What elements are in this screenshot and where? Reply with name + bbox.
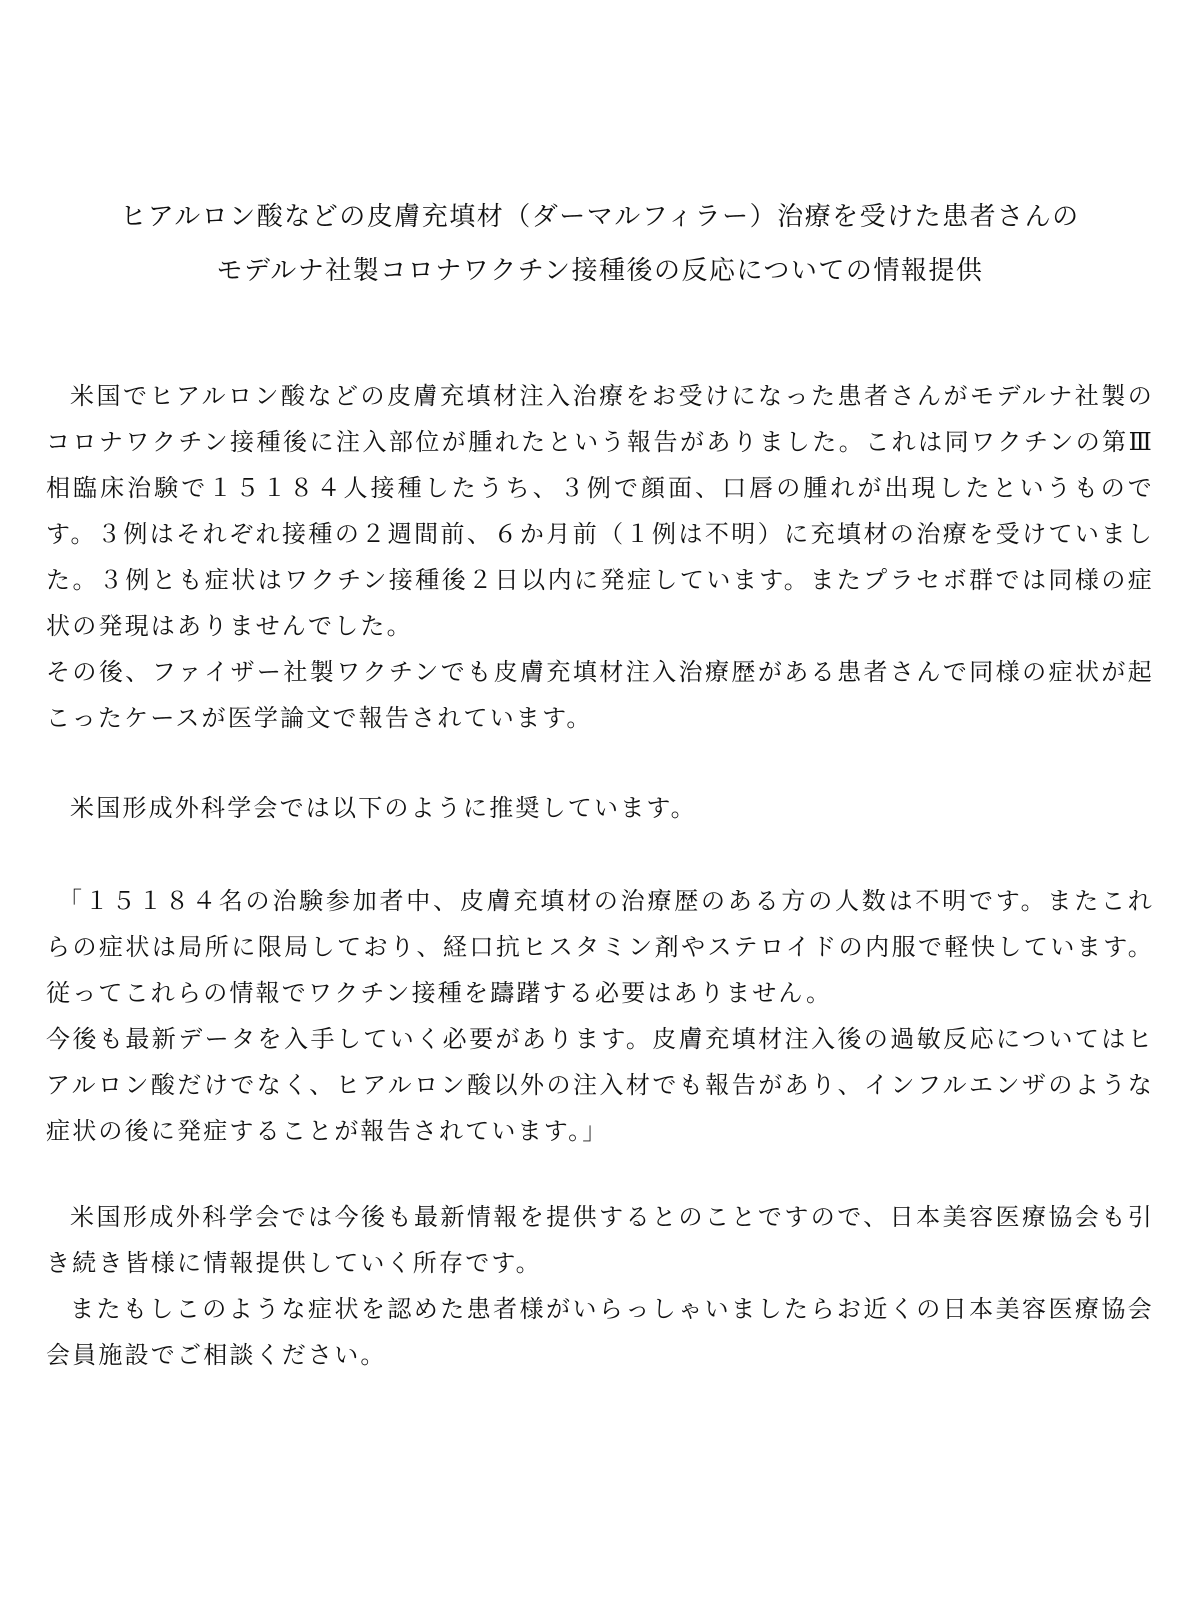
document-title	[0, 190, 1200, 298]
closing-section	[46, 1194, 1154, 1378]
paragraph-consultation: またもしこのような症状を認めた患者様がいらっしゃいましたらお近くの日本美容医療協会会員施設でご相談ください。	[46, 1295, 1154, 1369]
paragraph-pfizer-report: その後、ファイザー社製ワクチンでも皮膚充填材注入治療歴がある患者さんで同様の症状が起こったケースが医学論文で報告されています。	[46, 658, 1154, 732]
title-line-2: モデルナ社製コロナワクチン接種後の反応についての情報提供	[216, 256, 984, 286]
quote-section	[46, 878, 1154, 1154]
title-line-1: ヒアルロン酸などの皮膚充填材（ダーマルフィラー）治療を受けた患者さんの	[120, 202, 1080, 232]
paragraph-moderna-report: 米国でヒアルロン酸などの皮膚充填材注入治療をお受けになった患者さんがモデルナ社製のコロナワクチン接種後に注入部位が腫れたという報告がありました。これは同ワクチンの第Ⅲ相臨床治験で１５１８４人接種したうち、３例で顔面、口唇の腫れが出現したというものです。３例はそれぞれ接種の２週間前、６か月前（１例は不明）に充填材の治療を受けていました。３例とも症状はワクチン接種後２日以内に発症しています。またプラセボ群では同様の症状の発現はありませんでした。	[46, 382, 1154, 640]
paragraph-quote-part-1: 「１５１８４名の治験参加者中、皮膚充填材の治療歴のある方の人数は不明です。またこれらの症状は局所に限局しており、経口抗ヒスタミン剤やステロイドの内服で軽快しています。従ってこれらの情報でワクチン接種を躊躇する必要はありません。	[46, 887, 1154, 1007]
report-section	[46, 373, 1154, 741]
paragraph-quote-part-2: 今後も最新データを入手していく必要があります。皮膚充填材注入後の過敏反応についてはヒアルロン酸だけでなく、ヒアルロン酸以外の注入材でも報告があり、インフルエンザのような症状の後に発症することが報告されています。」	[46, 1025, 1154, 1145]
paragraph-future-info: 米国形成外科学会では今後も最新情報を提供するとのことですので、日本美容医療協会も引き続き皆様に情報提供していく所存です。	[46, 1203, 1154, 1277]
paragraph-recommendation-intro: 米国形成外科学会では以下のように推奨しています。	[70, 794, 697, 822]
recommendation-intro-section	[46, 785, 1154, 831]
